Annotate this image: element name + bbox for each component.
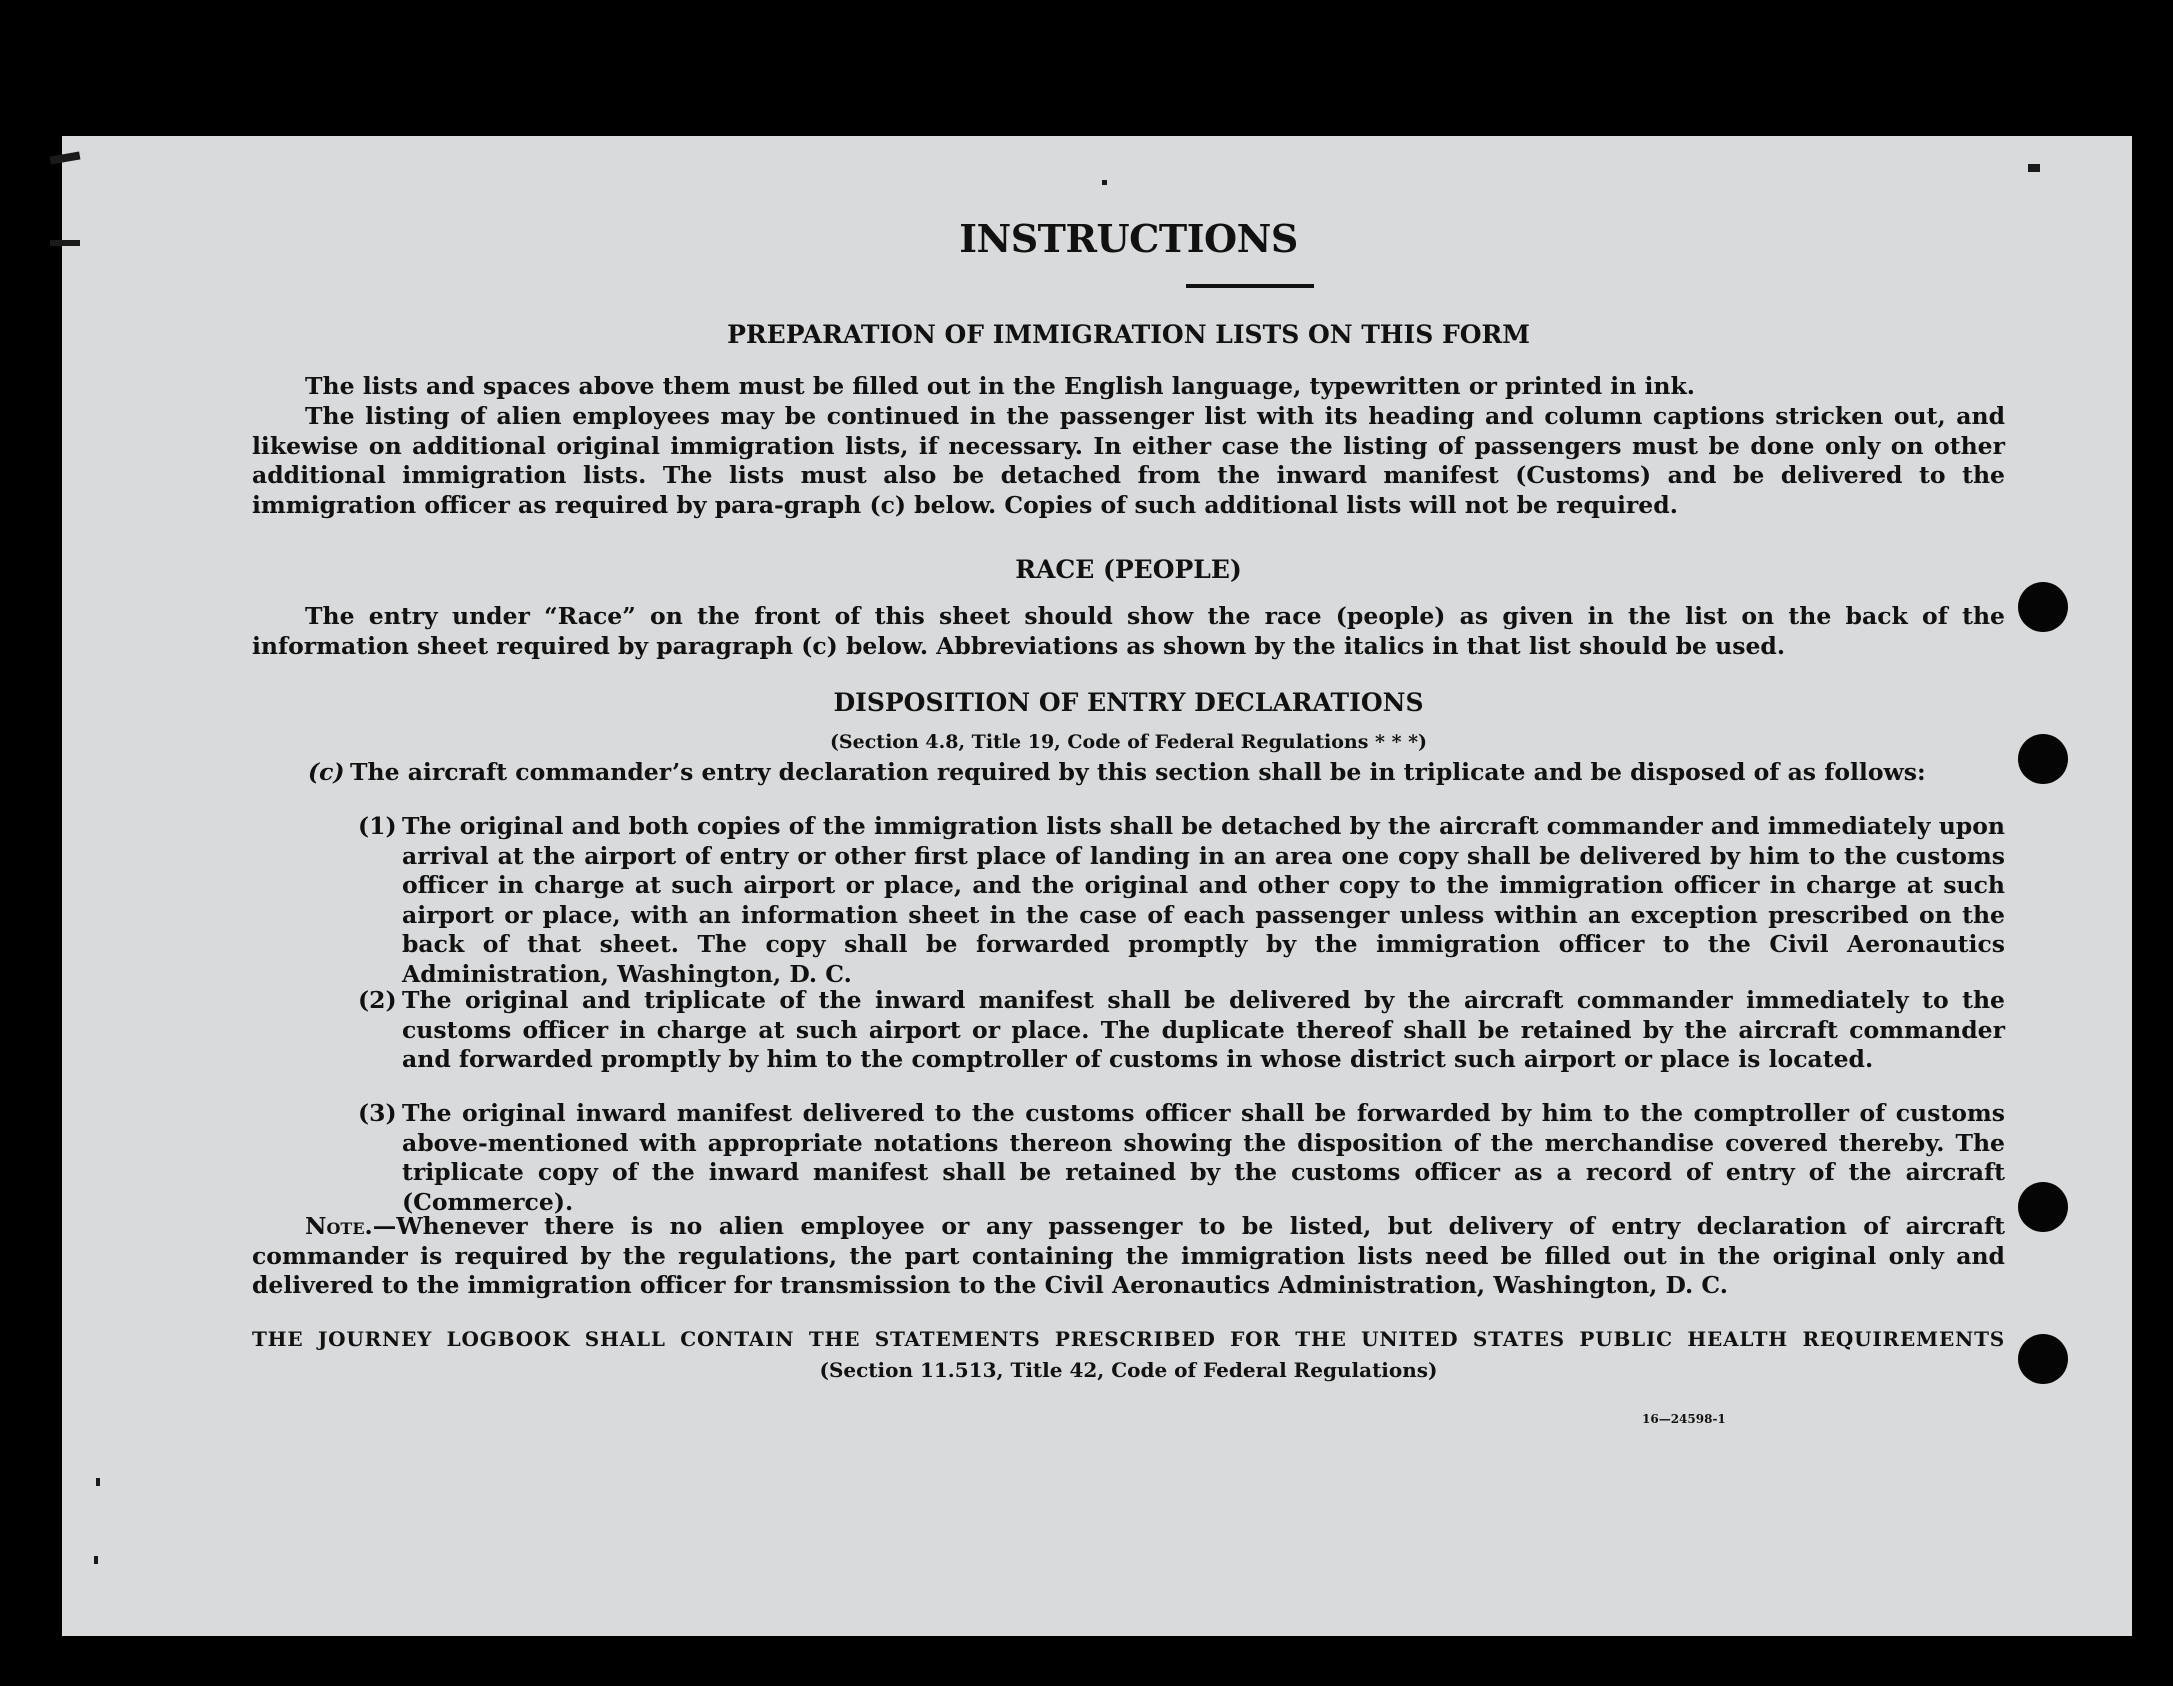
- document-sheet: [62, 136, 2132, 1636]
- edge-mark: [1102, 180, 1107, 185]
- list-item-text: The original and both copies of the immigration lists shall be detached by the aircraft commander and immediately upon arrival at the airport of entry or other first place of landing in an area one copy shall be delivered by him to the customs officer in charge at such airport or place, and the original and other copy to the immigration officer in charge at such airport or place, with an information sheet in the case of each passenger unless within an exception prescribed on the back of that sheet. The copy shall be forwarded promptly by the immigration officer to the Civil Aeronautics Administration, Washington, D. C.: [402, 812, 2005, 988]
- punch-hole: [2018, 582, 2068, 632]
- list-item: [358, 1099, 2005, 1216]
- list-item-number: (3): [358, 1099, 397, 1127]
- punch-hole: [2018, 1334, 2068, 1384]
- list-item-number: (1): [358, 812, 397, 840]
- note-text: —Whenever there is no alien employee or any passenger to be listed, but delivery of entry declaration of aircraft commander is required by the regulations, the part containing the immigration lists need be filled out in the original only and delivered to the immigration officer for transmission to the Civil Aeronautics Administration, Washington, D. C.: [252, 1212, 2005, 1299]
- edge-mark: [96, 1478, 100, 1486]
- list-item-text: The original and triplicate of the inward manifest shall be delivered by the aircraft commander immediately to the customs officer in charge at such airport or place. The duplicate thereof shall be retained by the aircraft commander and forwarded promptly by him to the comptroller of customs in whose district such airport or place is located.: [402, 986, 2005, 1073]
- list-item: [358, 812, 2005, 988]
- section-heading-race: RACE (PEOPLE): [1015, 555, 1242, 584]
- list-item-text: The original inward manifest delivered to the customs officer shall be forwarded by him to the comptroller of customs above-mentioned with appropriate notations thereon showing the disposition of the merchandise covered thereby. The triplicate copy of the inward manifest shall be retained by the customs officer as a record of entry of the aircraft (Commerce).: [402, 1099, 2005, 1216]
- section-heading-disposition: DISPOSITION OF ENTRY DECLARATIONS: [833, 688, 1424, 717]
- edge-mark: [50, 151, 81, 164]
- title-underline: [1186, 284, 1314, 288]
- section-heading-preparation: PREPARATION OF IMMIGRATION LISTS ON THIS FORM: [727, 320, 1530, 349]
- paragraph-c-text: The aircraft commander’s entry declaration required by this section shall be in triplicate and be disposed of as follows:: [350, 758, 1926, 786]
- punch-hole: [2018, 734, 2068, 784]
- edge-mark: [2028, 164, 2040, 172]
- paragraph-c-intro: [308, 758, 2005, 788]
- form-number: 16—24598-1: [1642, 1412, 1726, 1426]
- paragraph-alien-employees: The listing of alien employees may be continued in the passenger list with its heading and column captions stricken out, and likewise on additional original immigration lists, if necessary. In either case the listing of passengers must be done only on other additional immigration lists. The lists must also be detached from the inward manifest (Customs) and be delivered to the immigration officer as required by para-graph (c) below. Copies of such additional lists will not be required.: [252, 402, 2005, 519]
- paragraph-language: The lists and spaces above them must be filled out in the English language, typewritten or printed in ink.: [305, 372, 1695, 400]
- punch-hole: [2018, 1182, 2068, 1232]
- footer-citation: (Section 11.513, Title 42, Code of Federal Regulations): [819, 1358, 1438, 1382]
- edge-mark: [94, 1556, 98, 1564]
- page-title: INSTRUCTIONS: [959, 216, 1298, 261]
- note-label: Note.: [305, 1212, 373, 1240]
- edge-mark: [50, 240, 80, 246]
- footer-public-health-line: THE JOURNEY LOGBOOK SHALL CONTAIN THE STATEMENTS PRESCRIBED FOR THE UNITED STATES PUBLIC HEALTH REQUIREMENTS: [252, 1327, 2005, 1351]
- paragraph-race: The entry under “Race” on the front of this sheet should show the race (people) as given in the list on the back of the information sheet required by paragraph (c) below. Abbreviations as shown by the italics in that list should be used.: [252, 602, 2005, 660]
- paragraph-c-label: (c): [308, 758, 345, 786]
- section-citation: (Section 4.8, Title 19, Code of Federal Regulations * * *): [829, 731, 1428, 753]
- note-paragraph: [252, 1212, 2005, 1301]
- list-item: [358, 986, 2005, 1076]
- list-item-number: (2): [358, 986, 397, 1014]
